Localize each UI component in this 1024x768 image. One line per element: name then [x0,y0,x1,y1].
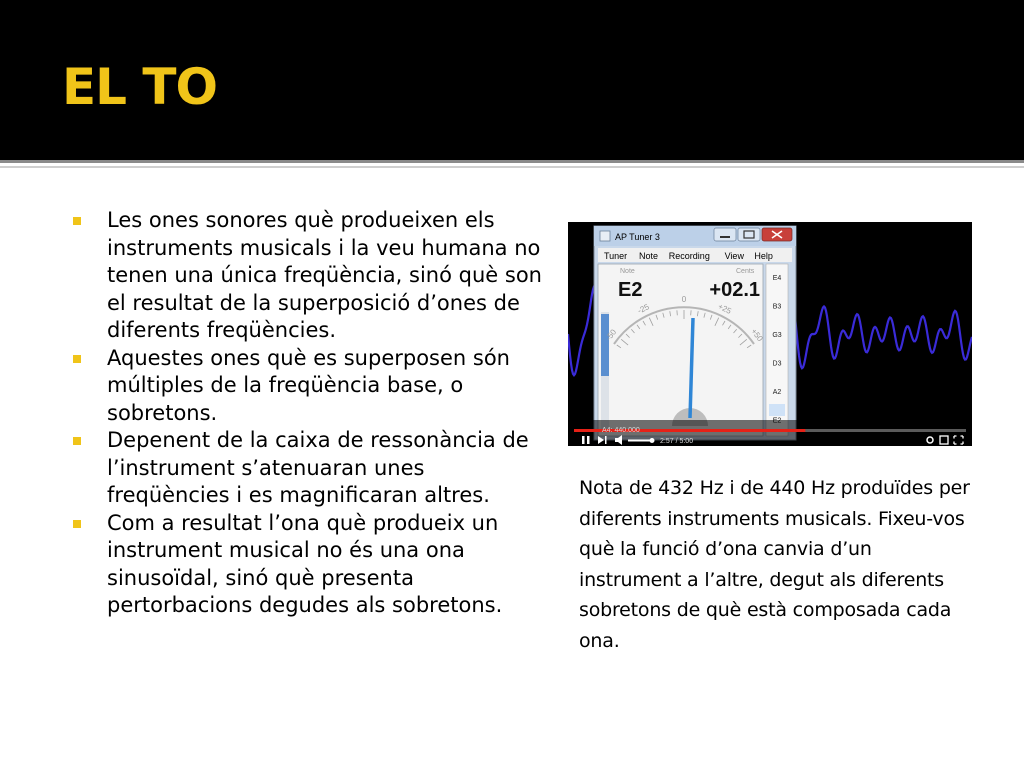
dial-scale-label: +25 [716,301,733,316]
note-value: E2 [618,279,643,301]
level-meter-fill [601,314,609,376]
cents-value: +02.1 [709,279,760,301]
menu-item-note[interactable]: Note [639,251,659,261]
string-item-e4[interactable]: E4 [772,275,782,282]
menu-item-view[interactable]: View [724,251,744,261]
bullet-text: Com a resultat l’ona què produeix un instrument musical no és una ona sinusoïdal, sinó què presenta pertorbacions degudes als sobretons. [107,510,503,617]
tuner-window [594,226,796,440]
bullet-text: Aquestes ones què es superposen són múltiples de la freqüència base, o sobretons. [107,345,510,425]
figure-caption: Nota de 432 Hz i de 440 Hz produïdes per diferents instruments musicals. Fixeu-vos què la funció d’ona canvia d’un instrument a l’altre, degut als diferents sobretons de què està composada cada ona. [579,477,970,652]
bullet-item [72,427,542,510]
divider-dark [0,160,1024,163]
bullet-item [72,345,542,428]
menu-item-recording[interactable]: Recording [668,251,710,261]
maximize-button[interactable] [738,228,760,241]
string-selected [769,404,785,416]
title-bar [0,0,1024,160]
reference-pitch: A4: 440.000 [602,427,640,434]
cents-label: Cents [736,268,755,275]
string-item-d3[interactable]: D3 [772,360,782,368]
note-label: Note [620,268,635,275]
bullet-text: Depenent de la caixa de ressonància de l’instrument s’atenuaran unes freqüències i es magnificaran altres. [107,428,529,507]
dial-scale-label: -50 [604,327,619,343]
app-icon [600,231,610,241]
bullet-item [72,510,542,620]
tuner-title: AP Tuner 3 [615,232,660,242]
bullet-list [72,207,542,620]
volume-knob[interactable] [650,438,655,443]
dial-scale-label: 0 [681,295,687,304]
menu-item-tuner[interactable]: Tuner [604,251,628,261]
bullet-square-icon [73,217,81,225]
video-player[interactable] [568,222,972,446]
dial-scale-label: +50 [749,326,765,344]
minimize-button[interactable] [714,228,736,241]
string-item-g3[interactable]: G3 [772,332,782,339]
time-display: 2:57 / 5:00 [660,438,694,445]
close-button[interactable] [762,228,792,241]
bullet-square-icon [73,437,81,445]
volume-slider[interactable] [628,440,652,442]
menu-item-help[interactable]: Help [754,251,773,261]
divider-light [0,166,1024,168]
bullet-square-icon [73,520,81,528]
string-item-b3[interactable]: B3 [772,303,782,311]
bullet-text: Les ones sonores què produeixen els instruments musicals i la veu humana no tenen una única freqüència, sinó què son el resultat de la superposició d’ones de diferents freqüències. [107,208,542,342]
dial-scale-label: -25 [636,302,651,316]
bullet-item [72,207,542,345]
bullet-square-icon [73,355,81,363]
slide-title: EL TO [62,58,218,116]
string-item-a2[interactable]: A2 [772,389,782,396]
